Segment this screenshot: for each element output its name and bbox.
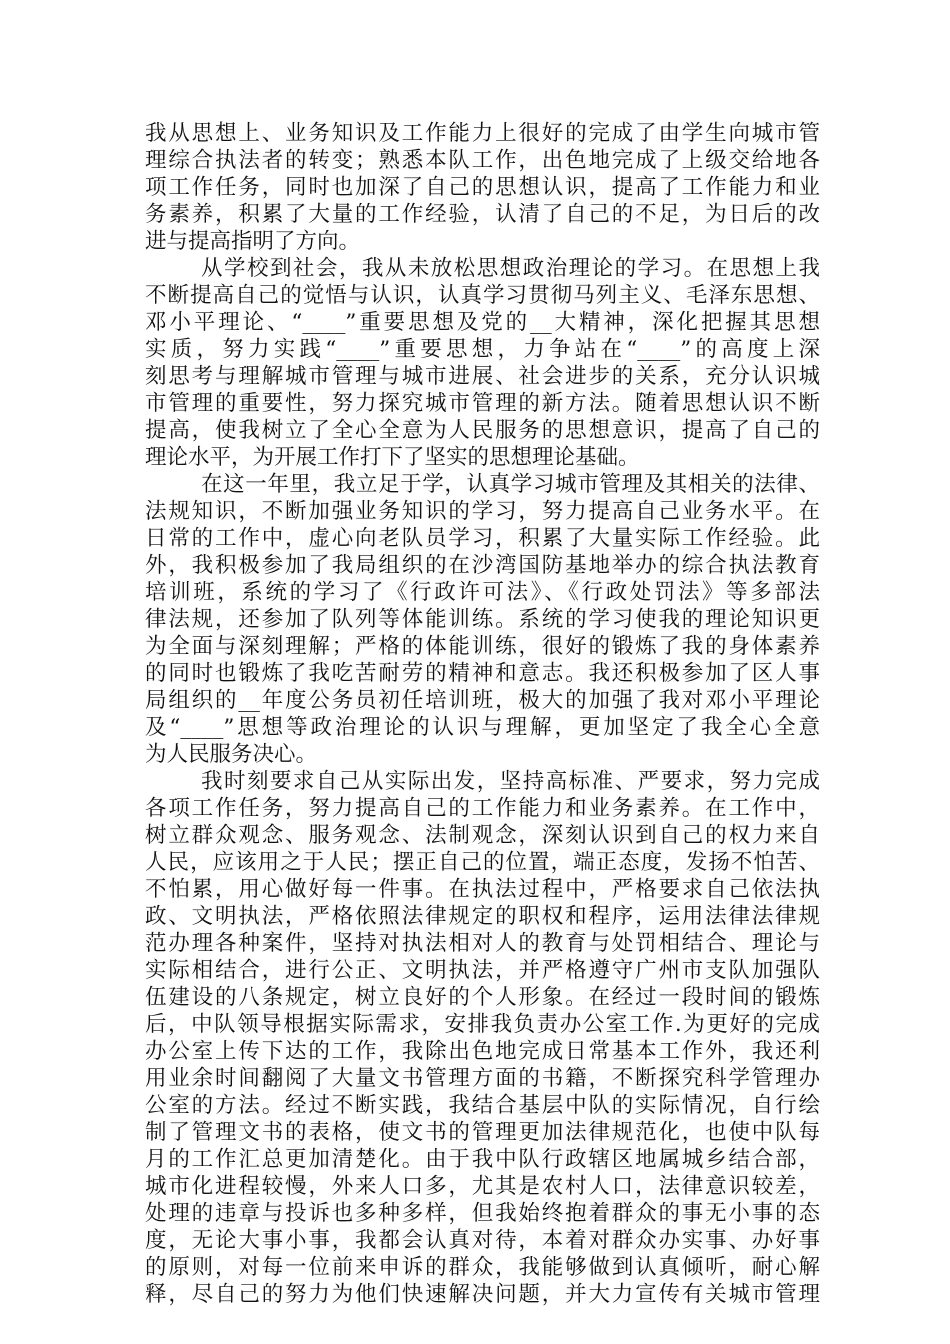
text-line: 制了管理文书的表格，使文书的管理更加法律规范化，也使中队每 (145, 1120, 820, 1145)
text-line: 树立群众观念、服务观念、法制观念，深刻认识到自己的权力来自 (145, 823, 820, 848)
text-line: 人民，应该用之于人民；摆正自己的位置，端正态度，发扬不怕苦、 (145, 850, 820, 875)
text-line: 及“____”思想等政治理论的认识与理解，更加坚定了我全心全意 (145, 715, 820, 740)
text-line: 进与提高指明了方向。 (145, 229, 361, 254)
text-line: 的同时也锻炼了我吃苦耐劳的精神和意志。我还积极参加了区人事 (145, 661, 820, 686)
document-body (145, 120, 820, 1308)
text-line: 为人民服务决心。 (145, 742, 318, 767)
text-line: 项工作任务，同时也加深了自己的思想认识，提高了工作能力和业 (145, 175, 820, 200)
text-line: 度，无论大事小事，我都会认真对待，本着对群众办实事、办好事 (145, 1228, 820, 1253)
text-line: 实际相结合，进行公正、文明执法，并严格遵守广州市支队加强队 (145, 958, 820, 983)
text-line: 各项工作任务，努力提高自己的工作能力和业务素养。在工作中， (145, 796, 820, 821)
text-line: 理论水平，为开展工作打下了坚实的思想理论基础。 (145, 445, 640, 470)
text-line: 在这一年里，我立足于学，认真学习城市管理及其相关的法律、 (201, 472, 820, 497)
text-line: 用业余时间翻阅了大量文书管理方面的书籍，不断探究科学管理办 (145, 1066, 820, 1091)
text-line: 外，我积极参加了我局组织的在沙湾国防基地举办的综合执法教育 (145, 553, 820, 578)
text-line: 月的工作汇总更加清楚化。由于我中队行政辖区地属城乡结合部， (145, 1147, 820, 1172)
text-line: 日常的工作中，虚心向老队员学习，积累了大量实际工作经验。此 (145, 526, 820, 551)
text-line: 从学校到社会，我从未放松思想政治理论的学习。在思想上我 (201, 256, 820, 281)
text-line: 邓小平理论、“____”重要思想及党的__大精神，深化把握其思想 (145, 310, 820, 335)
text-line: 公室的方法。经过不断实践，我结合基层中队的实际情况，自行绘 (145, 1093, 820, 1118)
text-line: 处理的违章与投诉也多种多样，但我始终抱着群众的事无小事的态 (145, 1201, 820, 1226)
text-line: 范办理各种案件，坚持对执法相对人的教育与处罚相结合、理论与 (145, 931, 820, 956)
text-line: 我从思想上、业务知识及工作能力上很好的完成了由学生向城市管 (145, 121, 820, 146)
text-line: 实质，努力实践“____”重要思想，力争站在“____”的高度上深 (145, 337, 820, 362)
text-line: 后，中队领导根据实际需求，安排我负责办公室工作.为更好的完成 (145, 1012, 820, 1037)
text-line: 城市化进程较慢，外来人口多，尤其是农村人口，法律意识较差， (145, 1174, 820, 1199)
text-line: 办公室上传下达的工作，我除出色地完成日常基本工作外，我还利 (145, 1039, 820, 1064)
text-line: 不断提高自己的觉悟与认识，认真学习贯彻马列主义、毛泽东思想、 (145, 283, 820, 308)
text-line: 释，尽自己的努力为他们快速解决问题，并大力宣传有关城市管理 (145, 1282, 820, 1307)
paragraph (145, 471, 820, 768)
text-line: 政、文明执法，严格依照法律规定的职权和程序，运用法律法律规 (145, 904, 820, 929)
paragraph (145, 768, 820, 1308)
text-line: 提高，使我树立了全心全意为人民服务的思想意识，提高了自己的 (145, 418, 820, 443)
text-line: 市管理的重要性，努力探究城市管理的新方法。随着思想认识不断 (145, 391, 820, 416)
text-line: 伍建设的八条规定，树立良好的个人形象。在经过一段时间的锻炼 (145, 985, 820, 1010)
text-line: 局组织的__年度公务员初任培训班，极大的加强了我对邓小平理论 (145, 688, 820, 713)
text-line: 为全面与深刻理解；严格的体能训练，很好的锻炼了我的身体素养 (145, 634, 820, 659)
text-line: 律法规，还参加了队列等体能训练。系统的学习使我的理论知识更 (145, 607, 820, 632)
paragraph (145, 120, 820, 255)
text-line: 我时刻要求自己从实际出发，坚持高标准、严要求，努力完成 (201, 769, 820, 794)
text-line: 理综合执法者的转变；熟悉本队工作，出色地完成了上级交给地各 (145, 148, 820, 173)
text-line: 的原则，对每一位前来申诉的群众，我能够做到认真倾听，耐心解 (145, 1255, 820, 1280)
paragraph (145, 255, 820, 471)
text-line: 培训班，系统的学习了《行政许可法》、《行政处罚法》等多部法 (145, 580, 820, 605)
text-line: 刻思考与理解城市管理与城市进展、社会进步的关系，充分认识城 (145, 364, 820, 389)
text-line: 不怕累，用心做好每一件事。在执法过程中，严格要求自己依法执 (145, 877, 820, 902)
text-line: 务素养，积累了大量的工作经验，认清了自己的不足，为日后的改 (145, 202, 820, 227)
text-line: 法规知识，不断加强业务知识的学习，努力提高自己业务水平。在 (145, 499, 820, 524)
